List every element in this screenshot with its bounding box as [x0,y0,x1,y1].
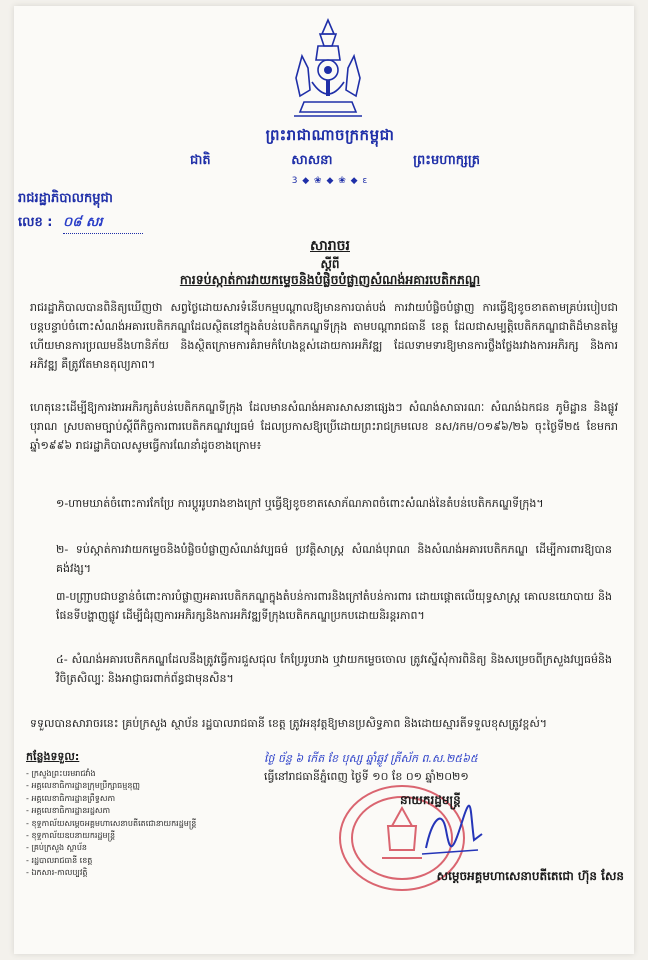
recipient-item: - អគ្គលេខាធិការដ្ឋានព្រឹទ្ធសភា [26,793,266,805]
number-label: លេខ : [18,215,53,230]
directive-item-2: ២- ទប់ស្កាត់ការវាយកម្ទេចនិងបំផ្លិចបំផ្លាញសំណង់វប្បធម៌ ប្រវត្តិសាស្ត្រ សំណង់បុរាណ និងសំណង់អគារបេតិកភណ្ឌ ដើម្បីការពារឱ្យបានគង់វង្ស។ [56,543,612,575]
motto-nation: ជាតិ [190,153,211,168]
motto-king: ព្រះមហាក្សត្រ [413,153,480,168]
lunar-date: ថ្ងៃ ច័ន្ទ ៦ កើត ខែ បុស្ស ឆ្នាំឆ្លូវ ត្រីស័ក ព.ស.២៥៦៥ [264,752,478,765]
header-ornament: 3 ◆ ❀ ◆ ❀ ◆ ε [291,176,369,186]
directive-item-1: ១-ហាមឃាត់ចំពោះការកែប្រែ ការប្តូររូបរាងខាងក្រៅ ឬធ្វើឱ្យខូចខាតសោភ័ណភាពចំពោះសំណង់នៃតំបន់បេតិកភណ្ឌទីក្រុង។ [56,497,544,510]
directive-item-3: ៣-បញ្ជ្រាបជាបន្ទាន់ចំពោះការបំផ្លាញអគារបេតិកភណ្ឌក្នុងតំបន់ការពារនិងក្រៅតំបន់ការពារ ដោយផ្តោតលើយុទ្ធសាស្ត្រ គោលនយោបាយ និងផែនទីបង្ហាញផ្លូវ ដើម្បីជំរុញការអភិរក្សនិងការអភិវឌ្ឍទីក្រុងបេតិកភណ្ឌប្រកបដោយនិរន្តរភាព។ [56,590,612,622]
recipient-item: - ខុទ្ទកាល័យឧបនាយករដ្ឋមន្ត្រី [26,830,266,842]
document-about: ស្តីពី [320,257,340,271]
solar-date: ធ្វើនៅរាជធានីភ្នំពេញ ថ្ងៃទី ១០ ខែ ០១ ឆ្នាំ២០២១ [264,770,469,783]
body-paragraph-1: រាជរដ្ឋាភិបាលបានពិនិត្យឃើញថា សព្វថ្ងៃដោយសារទំនើបកម្មបណ្តាលឱ្យមានការបាត់បង់ ការវាយបំផ្លិចបំផ្លាញ ការធ្វើឱ្យខូចខាតតាមគ្រប់របៀបជាបន្តបន្ទាប់ចំពោះសំណង់អគារបេតិកភណ្ឌដែលស្ថិតនៅក្នុងតំបន់បេតិកភណ្ឌទីក្រុង តាមបណ្តារាជធានី ខេត្ត ដែលជាសម្បត្តិបេតិកភណ្ឌជាតិដ៏មានតម្លៃ ហើយមានការប្រឈមនឹងហានិភ័យ និងស្ថិតក្រោមការគំរាមកំហែងខ្ពស់ដោយការអភិវឌ្ឍ ដែលទាមទារឱ្យមានការថ្លឹងថ្លែងរវាងការអភិរក្ស និងការអភិវឌ្ឍ គឺត្រូវតែមានតុល្យភាព។ [30,301,618,371]
handwritten-signature-icon [412,800,492,860]
motto-religion: សាសនា [291,153,333,168]
recipient-item: - ឯកសារ-កាលប្បវត្តិ [26,867,266,879]
document-number [18,214,143,234]
recipient-item: - រដ្ឋបាលរាជធានី ខេត្ត [26,855,266,867]
recipients-title: កន្លែងទទួល: [26,750,80,763]
recipient-item: - អគ្គលេខាធិការដ្ឋានក្រុមប្រឹក្សាធម្មនុញ្ញ [26,780,266,792]
recipient-item: - អគ្គលេខាធិការដ្ឋានរដ្ឋសភា [26,805,266,817]
number-value: ០៨ សរ [63,214,143,234]
issuer-label: រាជរដ្ឋាភិបាលកម្ពុជា [18,191,113,206]
recipient-item: - ក្រសួងព្រះបរមរាជវាំង [26,768,266,780]
recipient-item: - គ្រប់ក្រសួង ស្ថាប័ន [26,842,266,854]
national-motto [190,152,480,171]
signer-name: សម្តេចអគ្គមហាសេនាបតីតេជោ ហ៊ុន សែន [436,869,624,883]
recipient-item: - ខុទ្ទកាល័យសម្តេចអគ្គមហាសេនាបតីតេជោនាយករដ្ឋមន្ត្រី [26,818,266,830]
kingdom-title: ព្រះរាជាណាចក្រកម្ពុជា [265,126,395,144]
directive-item-4: ៤- សំណង់អគារបេតិកភណ្ឌដែលនឹងត្រូវធ្វើការជួសជុល កែប្រែរូបរាង ឬវាយកម្ទេចចោល ត្រូវស្នើសុំការពិនិត្យ និងសម្រេចពីក្រសួងវប្បធម៌និងវិចិត្រសិល្បៈ និងអាជ្ញាធរពាក់ព័ន្ធជាមុនសិន។ [56,653,612,685]
document-subject: ការទប់ស្កាត់ការវាយកម្ទេចនិងបំផ្លិចបំផ្លាញសំណង់អគារបេតិកភណ្ឌ [179,272,481,287]
body-paragraph-2: ហេតុនេះដើម្បីឱ្យការងារអភិរក្សតំបន់បេតិកភណ្ឌទីក្រុង ដែលមានសំណង់អគារសាសនាផ្សេងៗ សំណង់សាធារណៈ សំណង់ឯកជន ភូមិដ្ឋាន និងផ្លូវបុរាណ ស្របតាមច្បាប់ស្តីពីកិច្ចការពារបេតិកភណ្ឌវប្បធម៌ ដែលប្រកាសឱ្យប្រើដោយព្រះរាជក្រមលេខ នស/រកម/០១៩៦/២៦ ចុះថ្ងៃទី២៥ ខែមករា ឆ្នាំ១៩៩៦ រាជរដ្ឋាភិបាលសូមធ្វើការណែនាំដូចខាងក្រោម៖ [30,401,618,452]
closing-paragraph: ទទួលបានសារាចរនេះ គ្រប់ក្រសួង ស្ថាប័ន រដ្ឋបាលរាជធានី ខេត្ត ត្រូវអនុវត្តឱ្យមានប្រសិទ្ធភាព និងដោយស្មារតីទទួលខុសត្រូវខ្ពស់។ [30,717,548,730]
recipients-list [26,768,266,880]
royal-emblem-icon [282,16,374,124]
document-type: សារាចរ [310,238,350,254]
signer-title: នាយករដ្ឋមន្ត្រី [400,793,461,807]
